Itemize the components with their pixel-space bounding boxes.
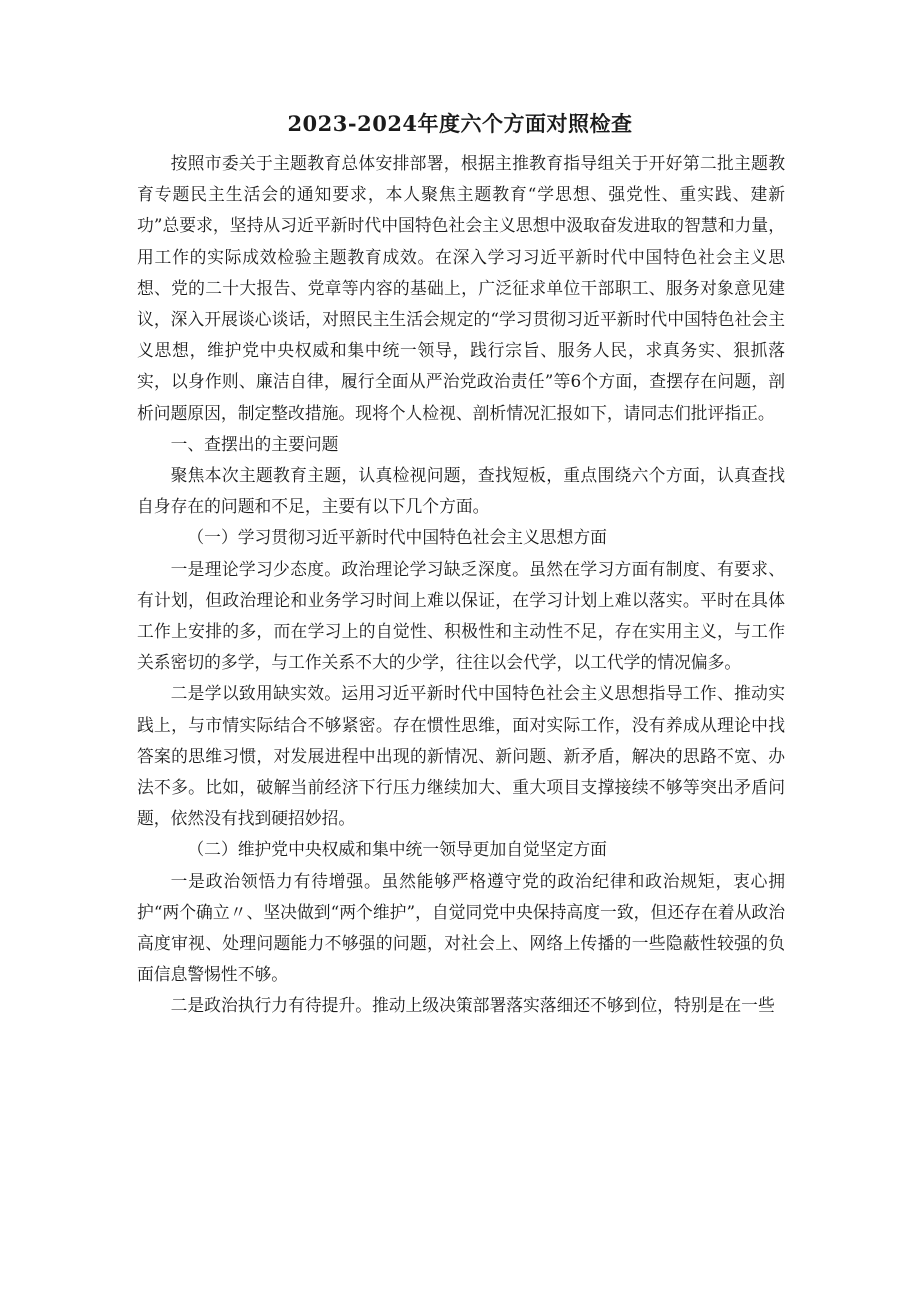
body-paragraph: 二是学以致用缺实效。运用习近平新时代中国特色社会主义思想指导工作、推动实践上，与市情实际结合不够紧密。存在惯性思维，面对实际工作，没有养成从理论中找答案的思维习惯，对发展进程中出现的新情况、新问题、新矛盾，解决的思路不宽、办法不多。比如，破解当前经济下行压力继续加大、重大项目支撑接续不够等突出矛盾问题，依然没有找到硬招妙招。 <box>137 683 785 829</box>
document-body <box>137 148 785 1022</box>
page-title: 2023-2024年度六个方面对照检查 <box>287 111 633 136</box>
subsection-heading-2: （二）维护党中央权威和集中统一领导更加自觉坚定方面 <box>187 839 607 860</box>
subsection-heading-1: （一）学习贯彻习近平新时代中国特色社会主义思想方面 <box>187 527 607 548</box>
section-heading-1: 一、查摆出的主要问题 <box>170 433 339 454</box>
body-paragraph: 二是政治执行力有待提升。推动上级决策部署落实落细还不够到位，特别是在一些 <box>170 995 775 1016</box>
body-paragraph: 一是政治领悟力有待增强。虽然能够严格遵守党的政治纪律和政治规矩，衷心拥护“两个确立〃、坚决做到“两个维护”，自觉同党中央保持高度一致，但还存在着从政治高度审视、处理问题能力不够强的问题，对社会上、网络上传播的一些隐蔽性较强的负面信息警惕性不够。 <box>137 870 785 985</box>
section-intro-paragraph: 聚焦本次主题教育主题，认真检视问题，查找短板，重点围绕六个方面，认真查找自身存在的问题和不足，主要有以下几个方面。 <box>137 465 785 517</box>
intro-paragraph: 按照市委关于主题教育总体安排部署，根据主推教育指导组关于开好第二批主题教育专题民主生活会的通知要求，本人聚焦主题教育“学思想、强党性、重实践、建新功”总要求，坚持从习近平新时代中国特色社会主义思想中汲取奋发进取的智慧和力量，用工作的实际成效检验主题教育成效。在深入学习习近平新时代中国特色社会主义思想、党的二十大报告、党章等内容的基础上，广泛征求单位干部职工、服务对象意见建议，深入开展谈心谈话，对照民主生活会规定的“学习贯彻习近平新时代中国特色社会主义思想，维护党中央权威和集中统一领导，践行宗旨、服务人民，求真务实、狠抓落实，以身作则、廉洁自律，履行全面从严治党政治责任”等6个方面，查摆存在问题，剖析问题原因，制定整改措施。现将个人检视、剖析情况汇报如下，请同志们批评指正。 <box>137 153 785 423</box>
body-paragraph: 一是理论学习少态度。政治理论学习缺乏深度。虽然在学习方面有制度、有要求、有计划，但政治理论和业务学习时间上难以保证，在学习计划上难以落实。平时在具体工作上安排的多，而在学习上的自觉性、积极性和主动性不足，存在实用主义，与工作关系密切的多学，与工作关系不大的少学，往往以会代学，以工代学的情况偏多。 <box>137 558 785 673</box>
